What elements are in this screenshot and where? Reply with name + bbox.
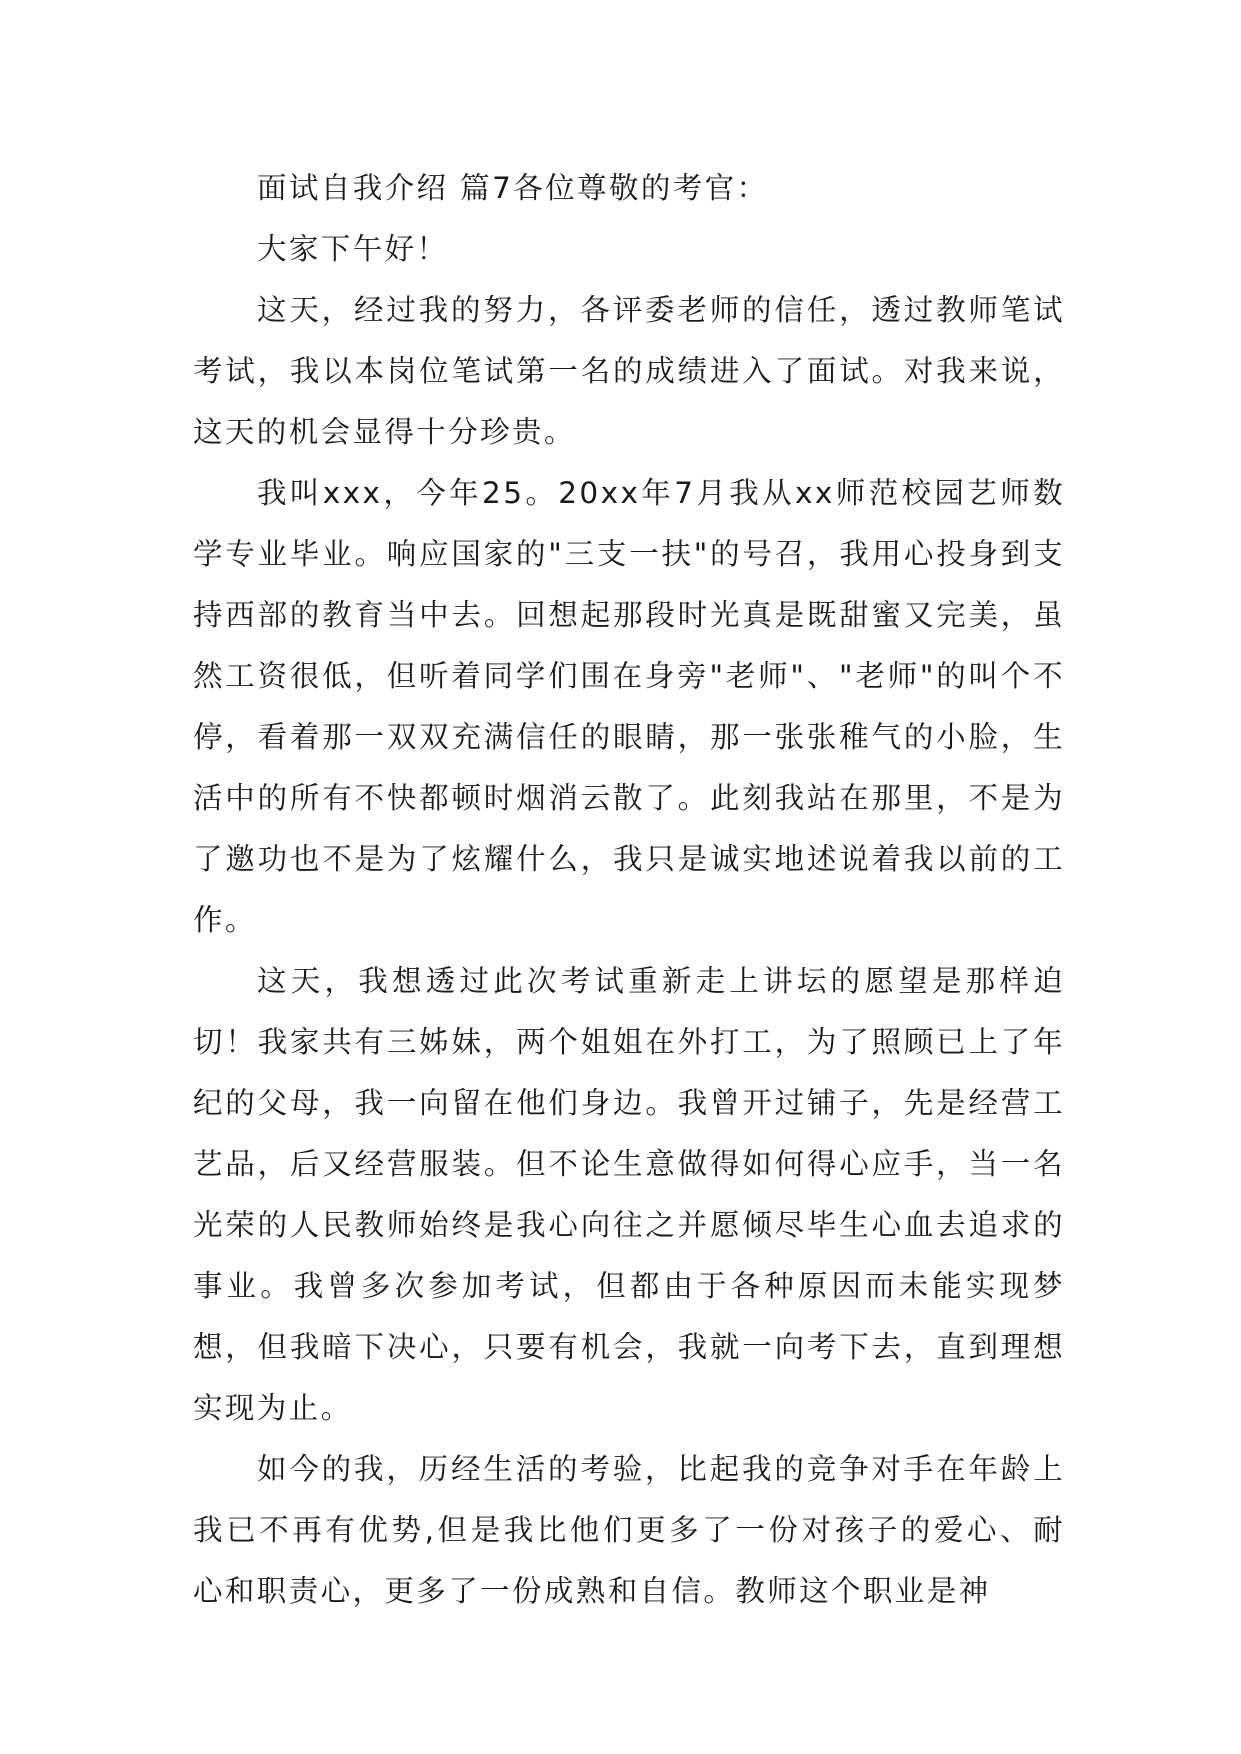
document-body [193, 158, 1065, 1622]
greeting-line: 大家下午好！ [257, 232, 449, 266]
heading-line: 面试自我介绍 篇7各位尊敬的考官： [257, 171, 769, 205]
paragraph: 这天，经过我的努力，各评委老师的信任，透过教师笔试考试，我以本岗位笔试第一名的成绩进入了面试。对我来说，这天的机会显得十分珍贵。 [193, 293, 1065, 449]
paragraph: 如今的我，历经生活的考验，比起我的竞争对手在年龄上我已不再有优势,但是我比他们更多了一份对孩子的爱心、耐心和职责心，更多了一份成熟和自信。教师这个职业是神 [193, 1452, 1065, 1608]
paragraph: 这天，我想透过此次考试重新走上讲坛的愿望是那样迫切！我家共有三姊妹，两个姐姐在外打工，为了照顾已上了年纪的父母，我一向留在他们身边。我曾开过铺子，先是经营工艺品，后又经营服装。但不论生意做得如何得心应手，当一名光荣的人民教师始终是我心向往之并愿倾尽毕生心血去追求的事业。我曾多次参加考试，但都由于各种原因而未能实现梦想，但我暗下决心，只要有机会，我就一向考下去，直到理想实现为止。 [193, 964, 1065, 1425]
paragraph: 我叫xxx，今年25。20xx年7月我从xx师范校园艺师数学专业毕业。响应国家的"三支一扶"的号召，我用心投身到支持西部的教育当中去。回想起那段时光真是既甜蜜又完美，虽然工资很低，但听着同学们围在身旁"老师"、"老师"的叫个不停，看着那一双双充满信任的眼睛，那一张张稚气的小脸，生活中的所有不快都顿时烟消云散了。此刻我站在那里，不是为了邀功也不是为了炫耀什么，我只是诚实地述说着我以前的工作。 [193, 476, 1065, 937]
